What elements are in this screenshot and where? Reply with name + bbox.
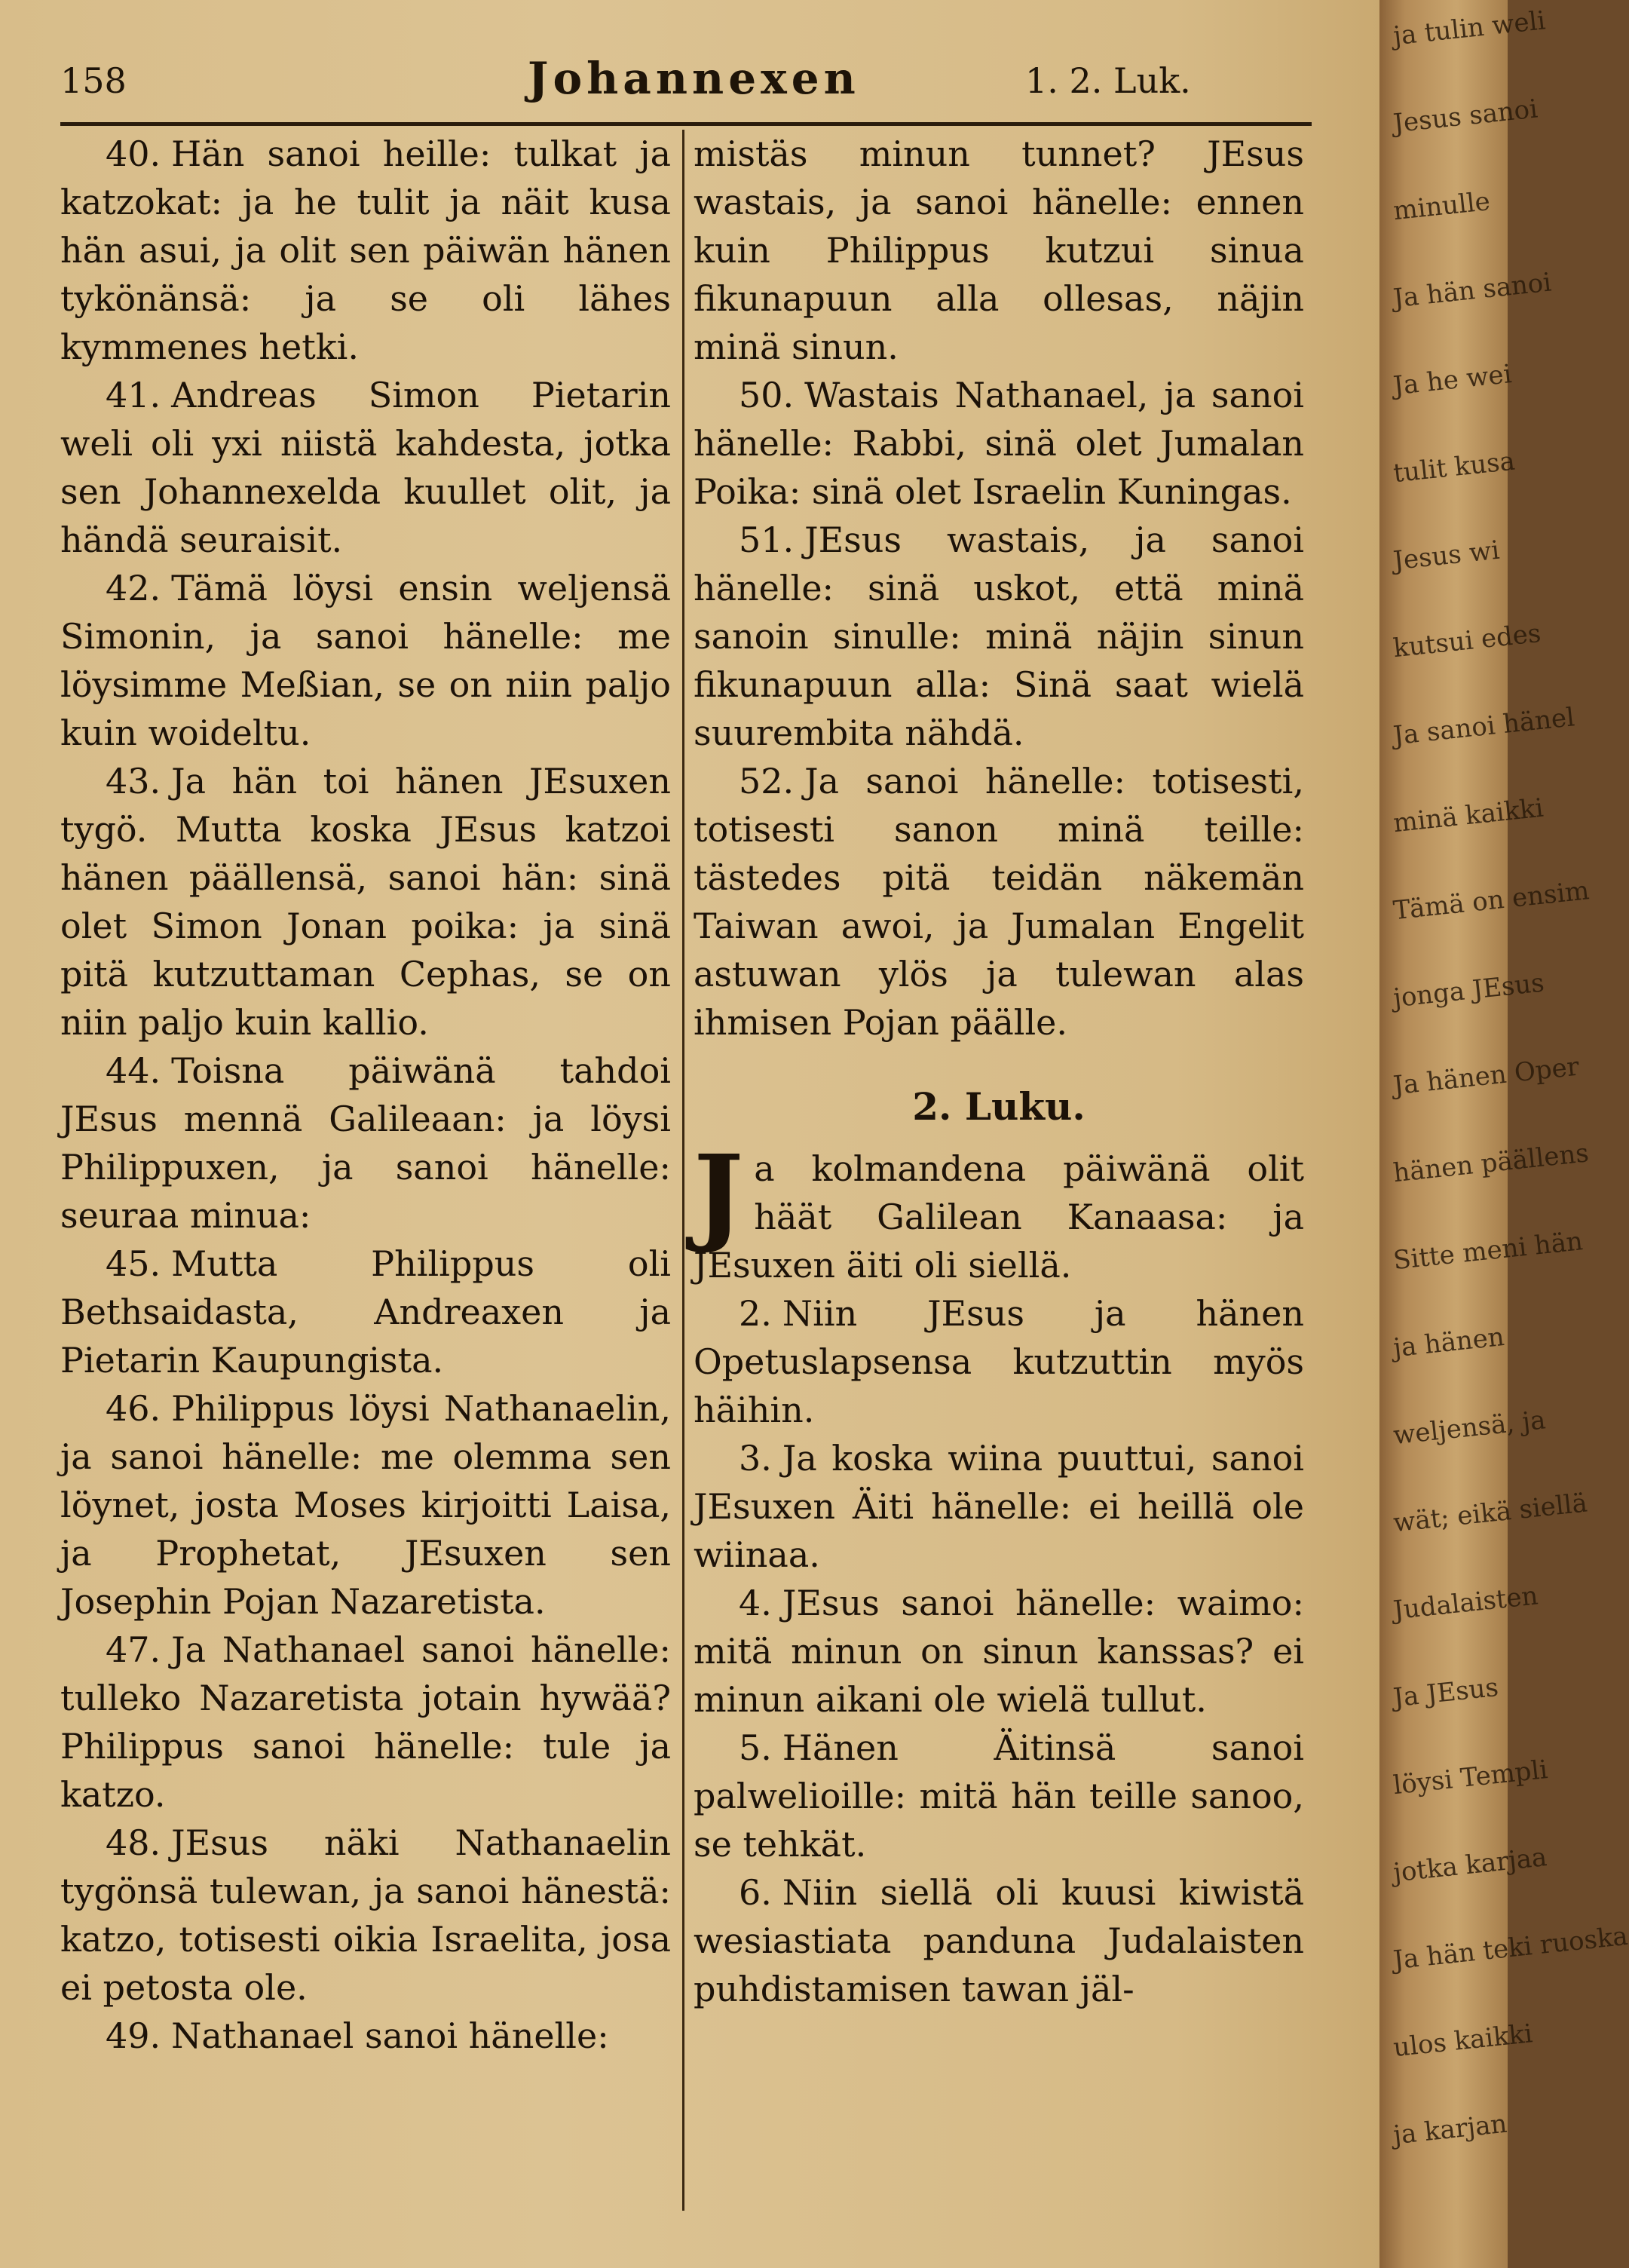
facing-page-fragment: wät; eikä siellä — [1392, 1488, 1589, 1539]
facing-page-fragment: Judalaisten — [1392, 1580, 1540, 1626]
facing-page-fragment: Ja hänen Oper — [1392, 1051, 1581, 1102]
verse — [60, 757, 671, 1047]
verse — [60, 1626, 671, 1819]
facing-page-fragment: ja hänen — [1392, 1322, 1506, 1364]
page-header — [60, 53, 1312, 113]
verse-number: 4. — [739, 1583, 772, 1623]
verse-number: 40. — [106, 133, 161, 174]
right-column — [694, 130, 1304, 2211]
verse-number: 44. — [106, 1050, 161, 1091]
right-column-verses-ch1 — [694, 130, 1304, 1047]
verse-text: Ja koska wiina puuttui, sanoi JEsuxen Äiti hänelle: ei heillä ole wiinaa. — [694, 1438, 1304, 1575]
verse-number: 6. — [739, 1872, 772, 1913]
verse — [60, 2012, 671, 2060]
chapter-heading: 2. Luku. — [912, 1084, 1085, 1129]
verse-text: JEsus wastais, ja sanoi hänelle: sinä uskot, että minä sanoin sinulle: minä näjin sinun fikunapuun alla: Sinä saat wielä suurembita nähdä. — [694, 519, 1304, 753]
verse-text: Niin JEsus ja hänen Opetuslapsensa kutzuttin myös häihin. — [694, 1293, 1304, 1430]
facing-page-fragment: kutsui edes — [1392, 618, 1543, 664]
facing-page-fragment: minulle — [1392, 186, 1492, 227]
chapter-opening-verse — [694, 1132, 1304, 1289]
verse-text: Philippus löysi Nathanaelin, ja sanoi hänelle: me olemma sen löynet, josta Moses kirjoitti Laisa, ja Prophetat, JEsuxen sen Josephin Pojan Nazaretista. — [60, 1388, 671, 1622]
verse-number: 5. — [739, 1727, 772, 1768]
chapter-reference: 1. 2. Luk. — [1025, 60, 1191, 101]
verse-text: Hänen Äitinsä sanoi palwelioille: mitä hän teille sanoo, se tehkät. — [694, 1727, 1304, 1865]
facing-page-fragment: Sitte meni hän — [1392, 1226, 1585, 1277]
verse-number: 2. — [739, 1293, 772, 1334]
verse-number: 46. — [106, 1388, 161, 1429]
facing-page-fragment: Ja he wei — [1392, 358, 1514, 402]
facing-page-fragment: Jesus wi — [1392, 535, 1502, 577]
verse-number: 51. — [739, 519, 795, 560]
verse — [60, 1047, 671, 1240]
verse — [60, 564, 671, 757]
verse — [60, 1819, 671, 2012]
verse — [694, 1868, 1304, 2013]
verse — [694, 1579, 1304, 1724]
verse — [60, 1240, 671, 1384]
facing-page-fragment: ja karjan — [1392, 2108, 1509, 2151]
verse — [694, 516, 1304, 757]
facing-page-fragment: ulos kaikki — [1392, 2018, 1534, 2064]
facing-page-fragment: löysi Templi — [1392, 1754, 1549, 1801]
verse-text: Ja Nathanael sanoi hänelle: tulleko Nazaretista jotain hywää? Philippus sanoi hänelle: tule ja katzo. — [60, 1629, 671, 1815]
verse-number: 45. — [106, 1243, 161, 1284]
verse-number: 48. — [106, 1822, 161, 1863]
verse-text: Wastais Nathanael, ja sanoi hänelle: Rabbi, sinä olet Jumalan Poika: sinä olet Israelin Kuningas. — [694, 375, 1304, 512]
facing-page-fragment: hänen päällens — [1392, 1138, 1591, 1189]
page-number: 158 — [60, 60, 127, 101]
verse-text: Andreas Simon Pietarin weli oli yxi niistä kahdesta, jotka sen Johannexelda kuullet olit, ja händä seuraisit. — [60, 375, 671, 560]
verse-number: 47. — [106, 1629, 161, 1670]
verse-text: Ja hän toi hänen JEsuxen tygö. Mutta koska JEsus katzoi hänen päällensä, sanoi hän: sinä olet Simon Jonan poika: ja sinä pitä kutzuttaman Cephas, se on niin paljo kuin kallio. — [60, 761, 671, 1043]
facing-page-fragment: tulit kusa — [1392, 446, 1517, 489]
column-divider — [682, 130, 684, 2211]
verse-text: Hän sanoi heille: tulkat ja katzokat: ja he tulit ja näit kusa hän asui, ja olit sen päiwän hänen tykönänsä: ja se oli lähes kymmenes hetki. — [60, 133, 671, 367]
facing-page-fragment: ja tulin weli — [1392, 5, 1548, 52]
verse-number: 43. — [106, 761, 161, 801]
verse-text: Niin siellä oli kuusi kiwistä wesiastiata panduna Judalaisten puhdistamisen tawan jäl- — [694, 1872, 1304, 2009]
drop-cap: J — [694, 1132, 744, 1256]
verse-text: Toisna päiwänä tahdoi JEsus mennä Galileaan: ja löysi Philippuxen, ja sanoi hänelle: seuraa minua: — [60, 1050, 671, 1236]
verse — [694, 130, 1304, 371]
verse-text: Nathanael sanoi hänelle: — [171, 2015, 609, 2056]
verse-number: 3. — [739, 1438, 772, 1479]
facing-page-fragment: Ja hän sanoi — [1392, 267, 1553, 314]
running-title: Johannexen — [528, 53, 860, 104]
verse — [60, 130, 671, 371]
verse-number: 42. — [106, 568, 161, 608]
verse — [60, 1384, 671, 1626]
verse — [694, 1724, 1304, 1868]
verse-text: mistäs minun tunnet? JEsus wastais, ja sanoi hänelle: ennen kuin Philippus kutzui sinua fikunapuun alla ollesas, näjin minä sinun. — [694, 133, 1304, 367]
facing-page-fragment: Jesus sanoi — [1392, 93, 1539, 139]
facing-page-fragment: Tämä on ensim — [1392, 875, 1591, 927]
facing-page-fragment: weljensä, ja — [1392, 1405, 1548, 1451]
facing-page-fragment: Ja JEsus — [1392, 1672, 1500, 1714]
header-rule — [60, 122, 1312, 126]
verse-text: JEsus näki Nathanaelin tygönsä tulewan, ja sanoi hänestä: katzo, totisesti oikia Israelita, josa ei petosta ole. — [60, 1822, 671, 2008]
facing-page-fragment: jotka karjaa — [1392, 1842, 1548, 1889]
facing-page-fragment: minä kaikki — [1392, 792, 1545, 839]
verse-number: 49. — [106, 2015, 161, 2056]
verse-number: 50. — [739, 375, 795, 415]
right-column-verses-ch2 — [694, 1289, 1304, 2013]
facing-page-fragment: Ja hän teki ruoska — [1392, 1920, 1629, 1976]
left-column — [60, 130, 671, 2211]
verse-number: 52. — [739, 761, 795, 801]
verse-text: Mutta Philippus oli Bethsaidasta, Andreaxen ja Pietarin Kaupungista. — [60, 1243, 671, 1381]
verse — [60, 371, 671, 564]
verse — [694, 1434, 1304, 1579]
chapter-opening-text: a kolmandena päiwänä olit häät Galilean Kanaasa: ja JEsuxen äiti oli siellä. — [694, 1148, 1304, 1286]
verse-number: 41. — [106, 375, 161, 415]
verse — [694, 371, 1304, 516]
facing-page-fragment: jonga JEsus — [1392, 967, 1546, 1014]
facing-page-edge — [1379, 0, 1629, 2268]
verse — [694, 1289, 1304, 1434]
verse — [694, 757, 1304, 1047]
verse-text: Ja sanoi hänelle: totisesti, totisesti sanon minä teille: tästedes pitä teidän näkemän Taiwan awoi, ja Jumalan Engelit astuwan ylös ja tulewan alas ihmisen Pojan päälle. — [694, 761, 1304, 1043]
verse-text: Tämä löysi ensin weljensä Simonin, ja sanoi hänelle: me löysimme Meßian, se on niin paljo kuin woideltu. — [60, 568, 671, 753]
facing-page-fragment: Ja sanoi hänel — [1392, 702, 1576, 752]
verse-text: JEsus sanoi hänelle: waimo: mitä minun on sinun kanssas? ei minun aikani ole wielä tullut. — [694, 1583, 1304, 1720]
